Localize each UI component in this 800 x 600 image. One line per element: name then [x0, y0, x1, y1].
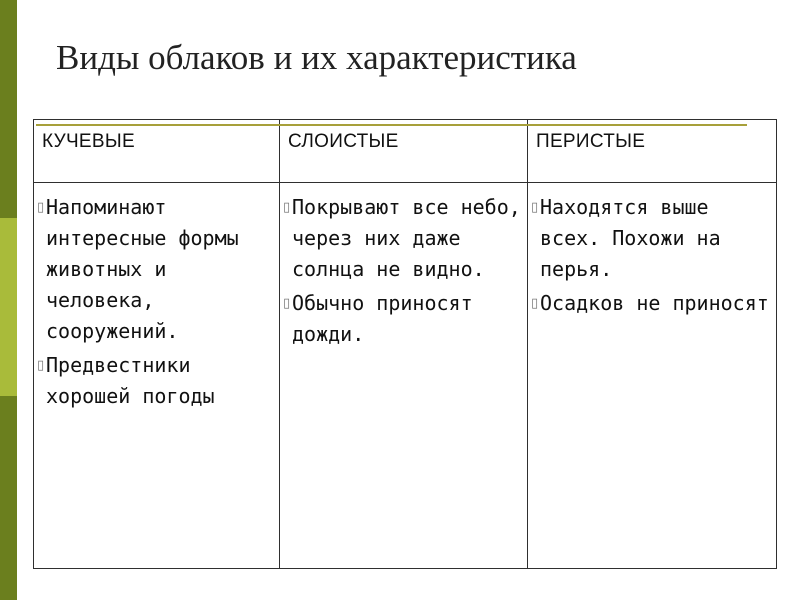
list-item — [283, 192, 521, 285]
bullet-text: Находятся выше всех. Похожи на перья. — [540, 195, 721, 281]
decorative-side-strip — [0, 0, 17, 600]
strip-block — [0, 0, 17, 218]
bullet-text: Осадков не приносят — [540, 291, 769, 315]
cell-cirrus — [528, 183, 777, 569]
cell-cumulus — [34, 183, 280, 569]
table-header-row — [34, 120, 777, 183]
bullet-icon: ▯ — [37, 358, 45, 373]
strip-block — [0, 396, 17, 600]
bullet-text: Покрывают все небо, через них даже солнца не видно. — [292, 195, 521, 281]
bullet-icon: ▯ — [37, 200, 45, 215]
bullet-text: Напоминают интересные формы животных и человека, сооружений. — [46, 195, 239, 343]
cell-stratus — [280, 183, 528, 569]
bullet-icon: ▯ — [531, 200, 539, 215]
bullet-icon: ▯ — [531, 296, 539, 311]
bullet-text: Обычно приносят дожди. — [292, 291, 473, 346]
list-item — [37, 192, 273, 347]
column-header-stratus: СЛОИСТЫЕ — [280, 120, 528, 183]
accent-line — [36, 124, 747, 126]
table-row — [34, 183, 777, 569]
bullet-icon: ▯ — [283, 296, 291, 311]
slide-title: Виды облаков и их характеристика — [56, 38, 577, 77]
list-item — [283, 288, 521, 350]
list-item — [37, 350, 273, 412]
column-header-cumulus: КУЧЕВЫЕ — [34, 120, 280, 183]
bullet-icon: ▯ — [283, 200, 291, 215]
list-item — [531, 192, 770, 285]
cloud-types-table — [33, 119, 777, 569]
list-item — [531, 288, 770, 319]
strip-block — [0, 218, 17, 396]
column-header-cirrus: ПЕРИСТЫЕ — [528, 120, 777, 183]
bullet-text: Предвестники хорошей погоды — [46, 353, 215, 408]
